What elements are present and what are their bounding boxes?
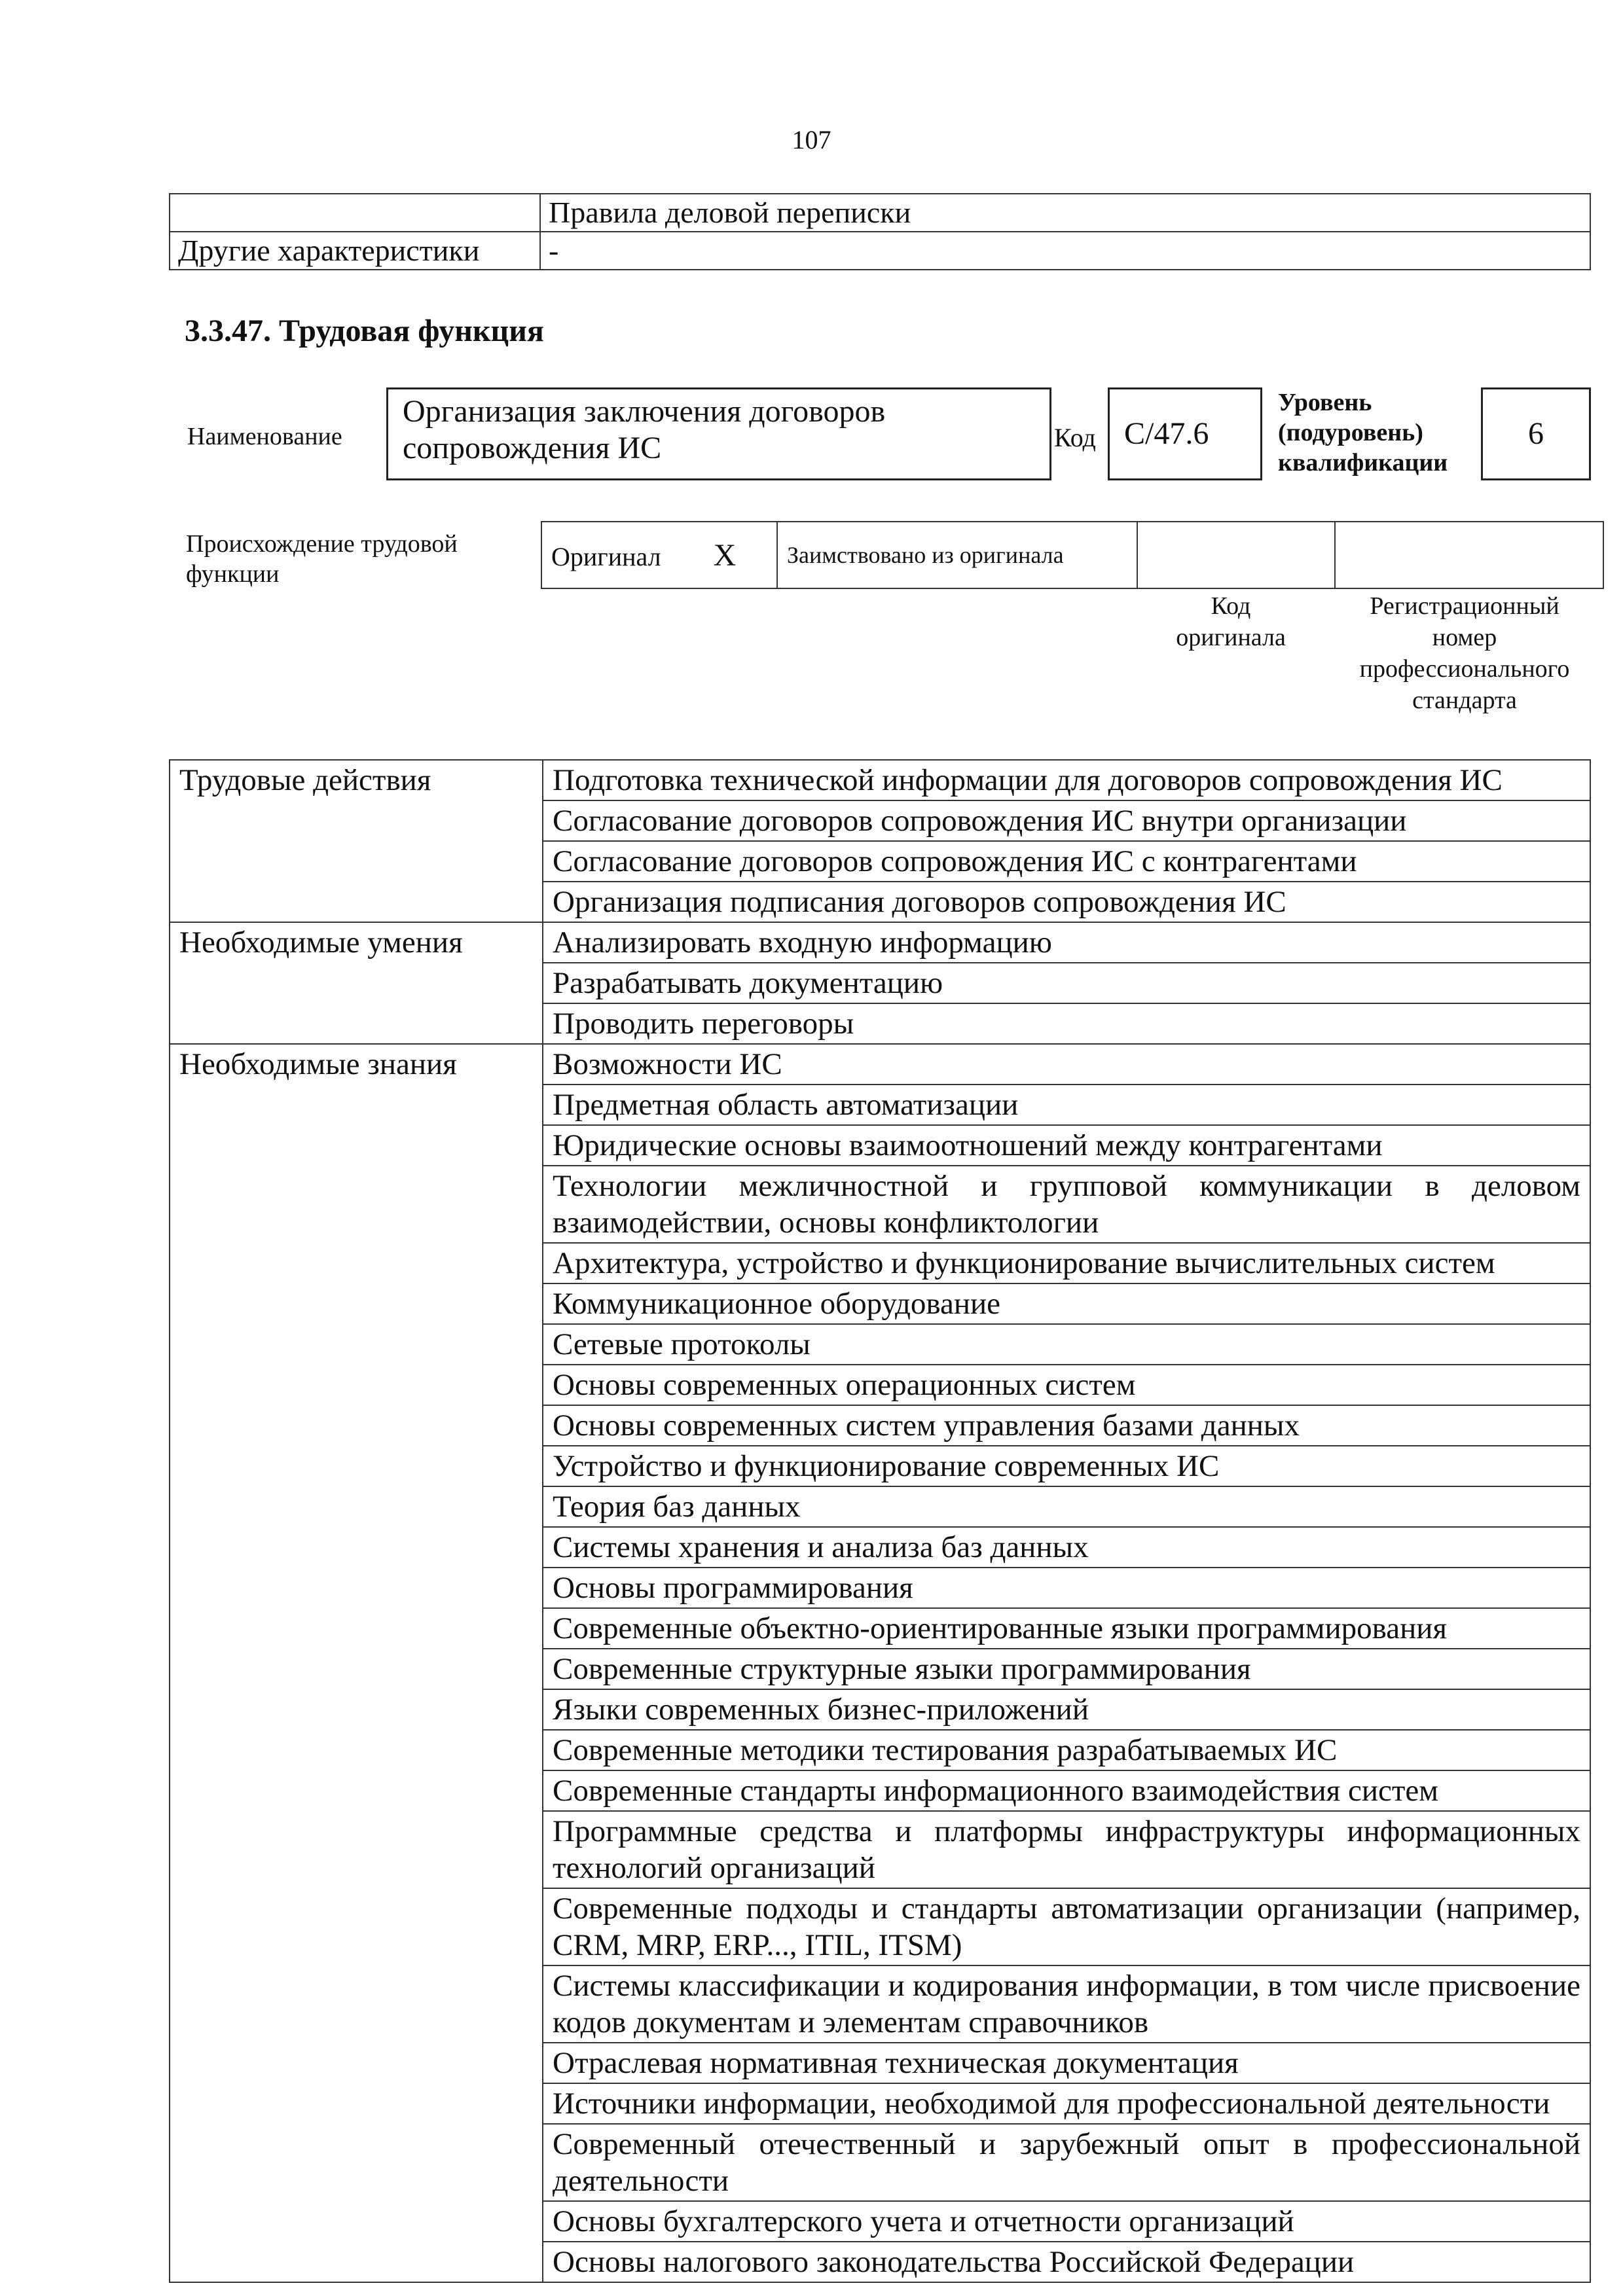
required-knowledge-item: Возможности ИС <box>543 1044 1590 1085</box>
required-knowledge-item: Сетевые протоколы <box>543 1324 1590 1365</box>
required-skills-item: Разрабатывать документацию <box>543 963 1590 1003</box>
function-code: C/47.6 <box>1108 387 1262 480</box>
function-name: Организация заключения договоров сопровождения ИС <box>386 387 1051 480</box>
caption-line: Регистрационный <box>1370 592 1559 620</box>
table-row <box>541 522 1603 588</box>
required-knowledge-item: Программные средства и платформы инфраструктуры информационных технологий организаций <box>543 1811 1590 1888</box>
required-knowledge-item: Основы программирования <box>543 1568 1590 1608</box>
required-knowledge-item: Коммуникационное оборудование <box>543 1283 1590 1324</box>
required-knowledge-item: Юридические основы взаимоотношений между контрагентами <box>543 1125 1590 1166</box>
caption-line: Код <box>1211 592 1251 620</box>
function-content-table <box>169 759 1591 2283</box>
labor-actions-label: Трудовые действия <box>170 760 543 922</box>
required-skills-label: Необходимые умения <box>170 922 543 1044</box>
original-mark: X <box>713 537 737 573</box>
required-knowledge-item: Основы налогового законодательства Российской Федерации <box>543 2242 1590 2282</box>
required-knowledge-item: Современные подходы и стандарты автоматизации организации (например, CRM, MRP, ERP..., ITIL, ITSM) <box>543 1888 1590 1965</box>
table-row <box>170 922 1590 963</box>
original-label: Оригинал <box>551 541 661 571</box>
reg-number-caption <box>1343 590 1586 716</box>
required-knowledge-item: Системы классификации и кодирования информации, в том числе присвоение кодов документам и элементам справочников <box>543 1965 1590 2043</box>
required-knowledge-item: Основы современных систем управления базами данных <box>543 1405 1590 1446</box>
caption-line: профессионального <box>1359 655 1570 683</box>
required-skills-item: Проводить переговоры <box>543 1003 1590 1044</box>
level-label-line: квалификации <box>1278 449 1448 476</box>
required-skills-item: Анализировать входную информацию <box>543 922 1590 963</box>
caption-line: стандарта <box>1412 687 1517 714</box>
code-label: Код <box>1054 423 1096 452</box>
level-label-line: (подуровень) <box>1278 419 1423 446</box>
empty-cell <box>170 194 540 232</box>
required-knowledge-item: Системы хранения и анализа баз данных <box>543 1527 1590 1568</box>
origin-table <box>541 521 1604 589</box>
table-row <box>170 194 1590 232</box>
required-knowledge-item: Технологии межличностной и групповой коммуникации в деловом взаимодействии, основы конфликтологии <box>543 1166 1590 1243</box>
required-knowledge-item: Современные структурные языки программирования <box>543 1649 1590 1689</box>
required-knowledge-item: Устройство и функционирование современных ИС <box>543 1446 1590 1486</box>
required-knowledge-item: Языки современных бизнес-приложений <box>543 1689 1590 1730</box>
required-knowledge-item: Современный отечественный и зарубежный опыт в профессиональной деятельности <box>543 2124 1590 2201</box>
caption-line: оригинала <box>1176 624 1286 651</box>
borrowed-label: Заимствовано из оригинала <box>777 522 1137 588</box>
table-row <box>170 1044 1590 1085</box>
section-title: 3.3.47. Трудовая функция <box>185 314 544 348</box>
required-knowledge-item: Предметная область автоматизации <box>543 1085 1590 1125</box>
page-number: 107 <box>792 125 831 154</box>
cell-value: Правила деловой переписки <box>540 194 1590 232</box>
labor-actions-item: Подготовка технической информации для договоров сопровождения ИС <box>543 760 1590 800</box>
name-label: Наименование <box>187 423 342 450</box>
function-content-body <box>170 760 1590 2282</box>
level-label-line: Уровень <box>1278 389 1372 416</box>
required-knowledge-item: Теория баз данных <box>543 1486 1590 1527</box>
table-row <box>170 232 1590 270</box>
required-knowledge-item: Современные стандарты информационного взаимодействия систем <box>543 1770 1590 1811</box>
labor-actions-item: Организация подписания договоров сопровождения ИС <box>543 882 1590 922</box>
required-knowledge-item: Современные методики тестирования разрабатываемых ИС <box>543 1730 1590 1770</box>
table-row <box>170 760 1590 800</box>
reg-number-cell <box>1335 522 1603 588</box>
required-knowledge-item: Источники информации, необходимой для профессиональной деятельности <box>543 2083 1590 2124</box>
cell-label: Другие характеристики <box>170 232 540 270</box>
code-original-cell <box>1137 522 1335 588</box>
required-knowledge-item: Современные объектно-ориентированные языки программирования <box>543 1608 1590 1649</box>
required-knowledge-item: Архитектура, устройство и функционирование вычислительных систем <box>543 1243 1590 1283</box>
labor-actions-item: Согласование договоров сопровождения ИС внутри организации <box>543 800 1590 841</box>
required-knowledge-item: Основы современных операционных систем <box>543 1365 1590 1405</box>
required-knowledge-item: Отраслевая нормативная техническая документация <box>543 2043 1590 2083</box>
code-original-caption <box>1133 590 1329 653</box>
labor-actions-item: Согласование договоров сопровождения ИС с контрагентами <box>543 841 1590 882</box>
qualification-level: 6 <box>1481 387 1591 480</box>
required-knowledge-label: Необходимые знания <box>170 1044 543 2282</box>
cell-value: - <box>540 232 1590 270</box>
caption-line: номер <box>1432 624 1497 651</box>
required-knowledge-item: Основы бухгалтерского учета и отчетности организаций <box>543 2201 1590 2242</box>
level-label <box>1278 387 1448 478</box>
original-cell <box>541 522 777 588</box>
characteristics-table <box>169 193 1591 270</box>
origin-label: Происхождение трудовой функции <box>186 530 458 588</box>
